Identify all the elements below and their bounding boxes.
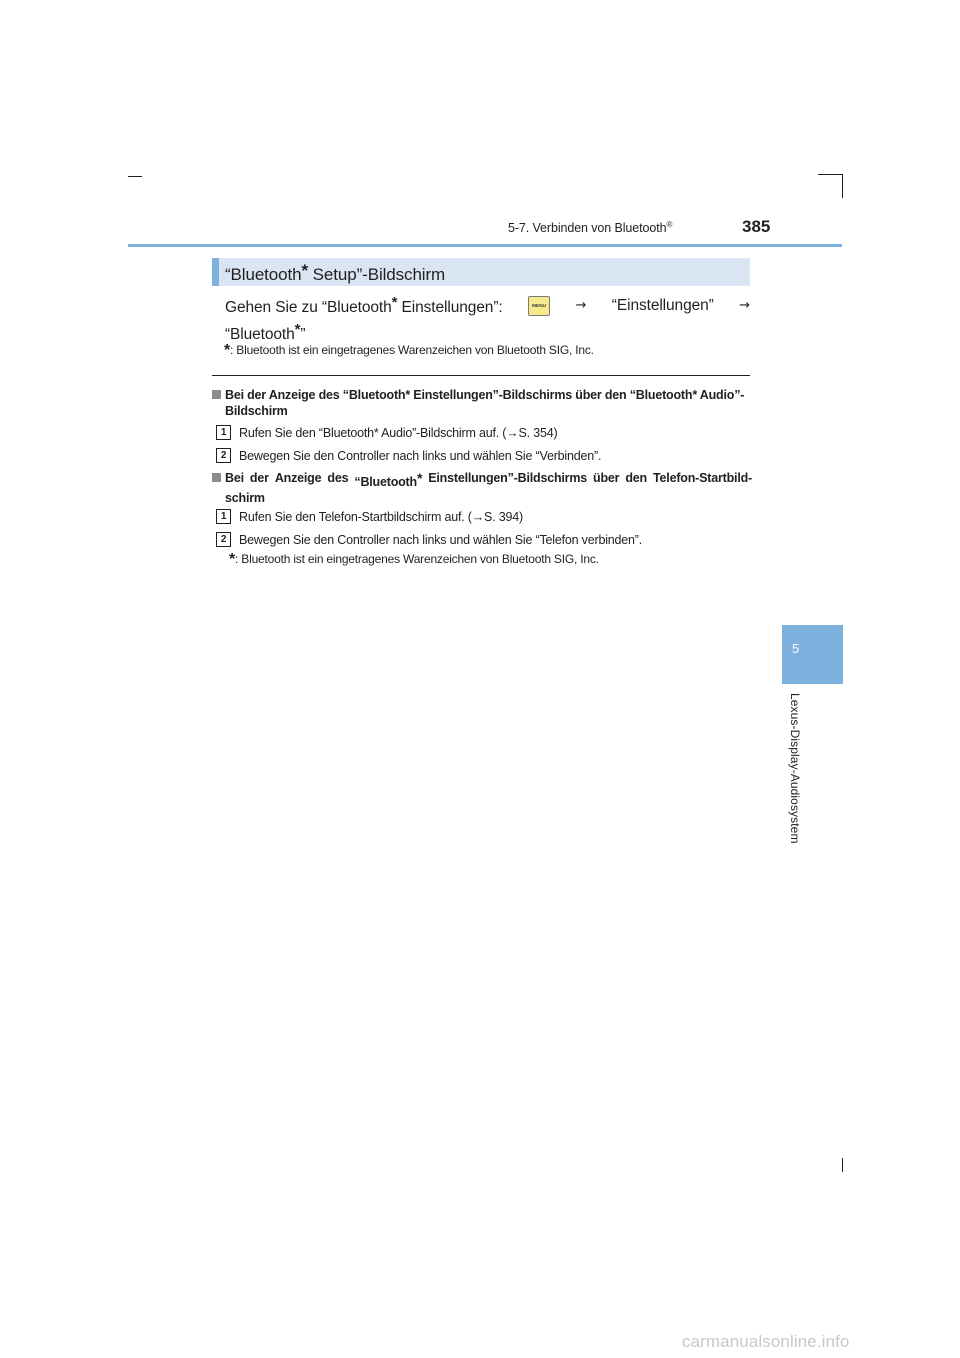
heading-line [212,470,752,490]
chapter-tab [782,625,843,684]
heading-text: Anzeige [274,471,322,485]
heading-text: “Bluetooth [354,475,417,489]
square-bullet-icon [212,390,221,399]
step-number: 1 [216,509,231,524]
header-section: 5-7. Verbinden von Bluetooth [508,221,667,235]
heading-text: den [625,471,647,485]
section-title-text: Setup”-Bildschirm [308,265,446,284]
step-item [216,448,601,463]
arrow-icon: → [575,297,587,313]
running-header [508,220,672,235]
step-text: Bewegen Sie den Controller nach links und wählen Sie “Telefon verbinden”. [239,532,643,547]
page-number: 385 [742,217,771,236]
step-text: Bewegen Sie den Controller nach links und wählen Sie “Verbinden”. [239,448,602,463]
subsection-heading [212,470,752,506]
step-text: Rufen Sie den Telefon-Startbildschirm auf. (→S. 394) [239,509,523,524]
subsection-heading [212,387,752,419]
heading-text: schirm [225,491,265,505]
header-rule [128,244,842,247]
heading-text: der [249,471,269,485]
step-item [216,509,523,524]
section-title-text: “Bluetooth [225,265,302,284]
footnote [229,551,599,569]
square-bullet-icon [212,473,221,482]
intro-text-part: ” [300,326,306,343]
step-item [216,532,642,547]
footnote-text: : Bluetooth ist ein eingetragenes Warenzeichen von Bluetooth SIG, Inc. [230,343,594,357]
asterisk: * [416,470,423,486]
step-text: Rufen Sie den “Bluetooth* Audio”-Bildschirm auf. (→S. 354) [239,425,558,440]
step-number: 1 [216,425,231,440]
intro-text [225,292,503,319]
asterisk: * [301,261,309,280]
heading-text: Bei der Anzeige des “Bluetooth* Einstellungen”-Bildschirms über den “Bluetooth* Audio”- [225,388,745,402]
menu-button-icon [528,296,550,316]
footnote-text: : Bluetooth ist ein eingetragenes Warenzeichen von Bluetooth SIG, Inc. [235,552,599,566]
heading-text: des [327,471,349,485]
watermark: carmanualsonline.info [682,1332,850,1351]
asterisk: * [224,342,231,359]
intro-text-part: “Bluetooth [225,326,295,343]
step-item [216,425,557,440]
asterisk: * [229,551,236,568]
arrow-icon: → [739,297,750,313]
step-number: 2 [216,448,231,463]
divider [212,375,750,376]
crop-mark [818,174,842,175]
intro-text-part: Gehen Sie zu “Bluetooth [225,299,392,316]
heading-line [212,387,752,403]
chapter-label: Lexus-Display-Audiosystem [788,693,802,844]
asterisk: * [391,294,398,311]
intro-line [225,292,750,319]
heading-text: Bildschirm [225,404,288,418]
crop-mark [842,174,843,198]
heading-word [354,470,422,490]
intro-text-part: “Einstellungen” [611,296,714,314]
crop-mark [128,176,142,177]
intro-text-part: Einstellungen”: [397,299,503,316]
footnote [224,342,594,360]
crop-mark [842,1158,843,1172]
section-title [212,258,750,286]
heading-word [212,470,244,490]
heading-text: Einstellungen”-Bildschirms [428,471,587,485]
menu-icon-label: MENU [532,302,547,308]
chapter-number: 5 [792,641,800,656]
heading-text: Bei [225,471,244,485]
step-number: 2 [216,532,231,547]
asterisk: * [294,321,301,338]
registered-mark: ® [666,220,673,229]
intro-paragraph [225,292,750,346]
heading-text: über [593,471,620,485]
heading-text: Telefon-Startbild- [653,471,752,485]
